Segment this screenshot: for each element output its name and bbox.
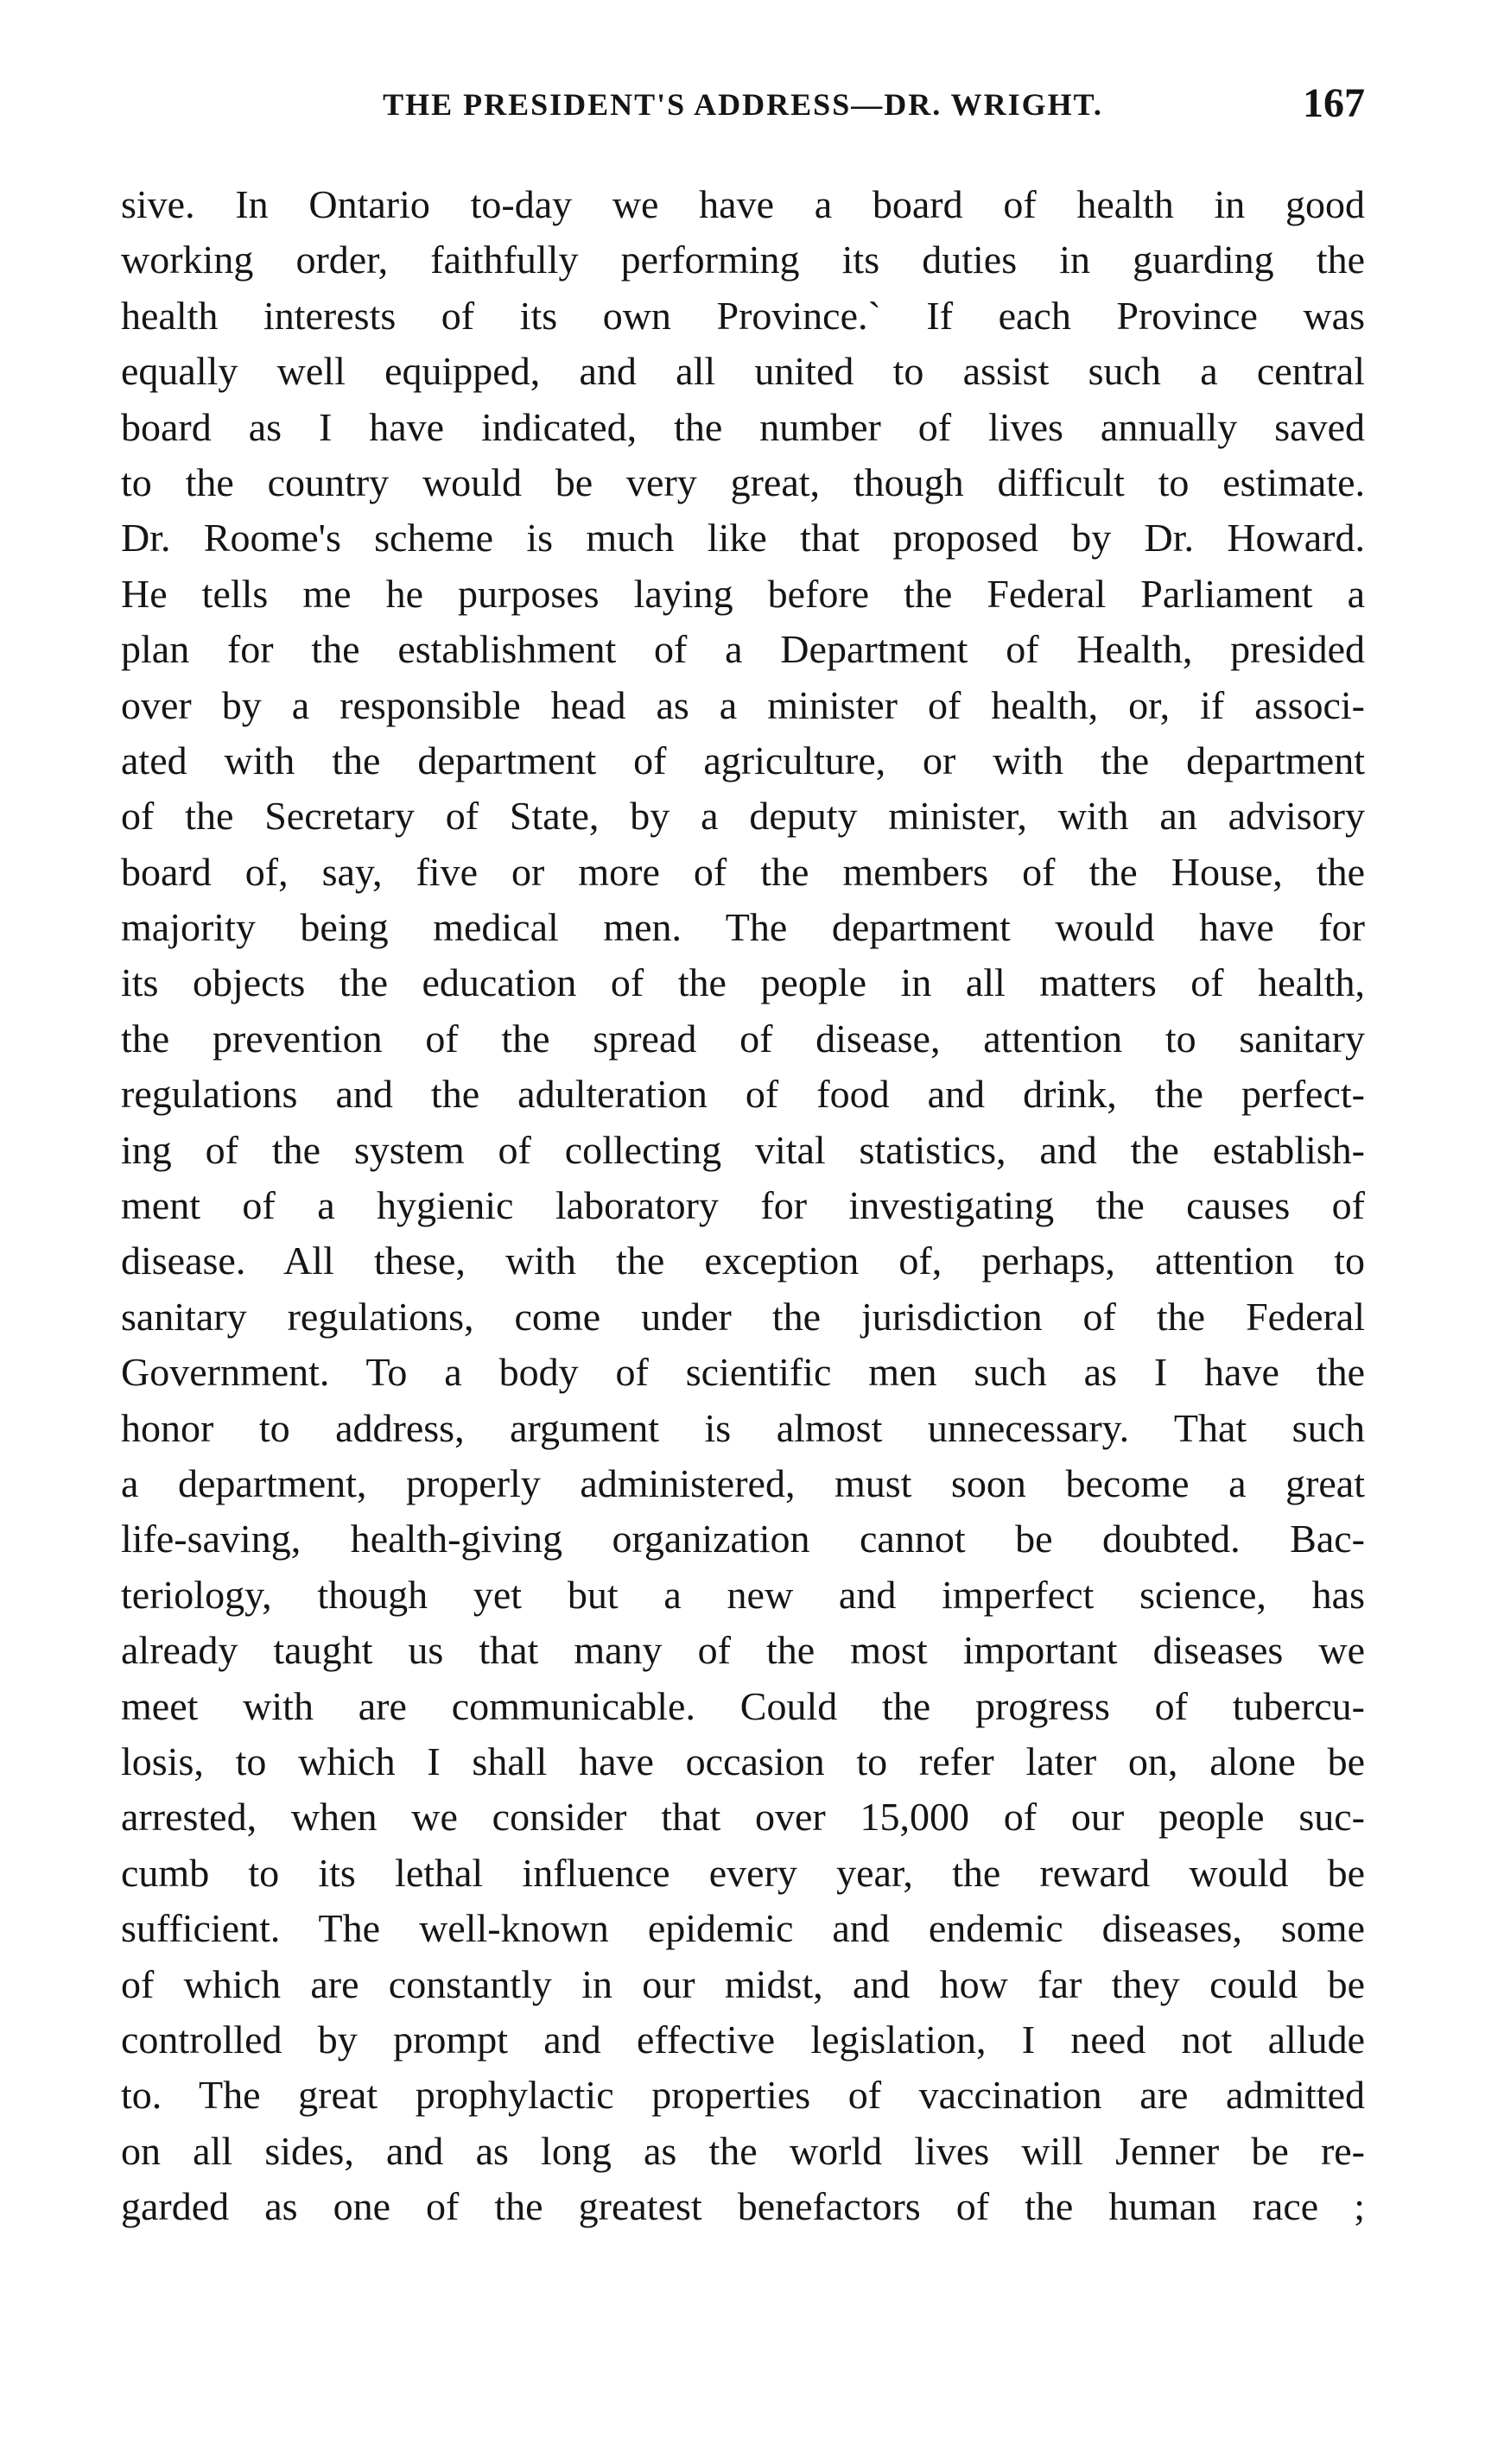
text-line: a department, properly administered, must soon become a great (121, 1460, 1365, 1505)
text-line: ated with the department of agriculture, or with the department (121, 738, 1365, 782)
text-line: working order, faithfully performing its duties in guarding the (121, 238, 1365, 282)
text-line: board as I have indicated, the number of lives annually saved (121, 404, 1365, 449)
body-paragraph (121, 177, 1365, 2234)
text-line: garded as one of the greatest benefactors of the human race ; (121, 2184, 1365, 2229)
text-line: of the Secretary of State, by a deputy minister, with an advisory (121, 794, 1365, 839)
text-line: Government. To a body of scientific men such as I have the (121, 1350, 1365, 1395)
text-line: He tells me he purposes laying before the Federal Parliament a (121, 571, 1365, 616)
running-title: THE PRESIDENT'S ADDRESS—DR. WRIGHT. (383, 87, 1103, 122)
text-line: majority being medical men. The department would have for (121, 905, 1365, 950)
text-line: meet with are communicable. Could the progress of tubercu- (121, 1683, 1365, 1728)
text-line: to. The great prophylactic properties of vaccination are admitted (121, 2073, 1365, 2118)
text-line: to the country would be very great, though difficult to estimate. (121, 459, 1365, 504)
text-line: teriology, though yet but a new and imperfect science, has (121, 1572, 1365, 1617)
text-line: sufficient. The well-known epidemic and endemic diseases, some (121, 1906, 1365, 1951)
text-line: controlled by prompt and effective legislation, I need not allude (121, 2017, 1365, 2062)
text-line: already taught us that many of the most important diseases we (121, 1628, 1365, 1673)
text-line: life-saving, health-giving organization cannot be doubted. Bac- (121, 1517, 1365, 1561)
text-line: cumb to its lethal influence every year, the reward would be (121, 1850, 1365, 1895)
text-line: of which are constantly in our midst, and how far they could be (121, 1961, 1365, 2006)
text-line: board of, say, five or more of the members of the House, the (121, 849, 1365, 894)
text-line: arrested, when we consider that over 15,000 of our people suc- (121, 1795, 1365, 1840)
text-line: equally well equipped, and all united to assist such a central (121, 349, 1365, 394)
text-line: Dr. Roome's scheme is much like that proposed by Dr. Howard. (121, 516, 1365, 561)
text-line: sanitary regulations, come under the jurisdiction of the Federal (121, 1294, 1365, 1339)
text-line: its objects the education of the people in all matters of health, (121, 960, 1365, 1005)
page-number: 167 (1303, 80, 1365, 126)
text-line: disease. All these, with the exception of, perhaps, attention to (121, 1238, 1365, 1283)
text-line: the prevention of the spread of disease, attention to sanitary (121, 1016, 1365, 1061)
text-line: sive. In Ontario to-day we have a board of health in good (121, 182, 1365, 226)
text-line: ing of the system of collecting vital statistics, and the establish- (121, 1127, 1365, 1172)
text-line: on all sides, and as long as the world lives will Jenner be re- (121, 2128, 1365, 2173)
text-line: health interests of its own Province.` If each Province was (121, 293, 1365, 338)
text-line: honor to address, argument is almost unnecessary. That such (121, 1405, 1365, 1450)
text-line: ment of a hygienic laboratory for investigating the causes of (121, 1183, 1365, 1228)
text-line: over by a responsible head as a minister of health, or, if associ- (121, 682, 1365, 727)
text-line: regulations and the adulteration of food and drink, the perfect- (121, 1072, 1365, 1117)
text-line: plan for the establishment of a Department of Health, presided (121, 627, 1365, 672)
text-line: losis, to which I shall have occasion to refer later on, alone be (121, 1739, 1365, 1783)
running-head (121, 79, 1365, 140)
